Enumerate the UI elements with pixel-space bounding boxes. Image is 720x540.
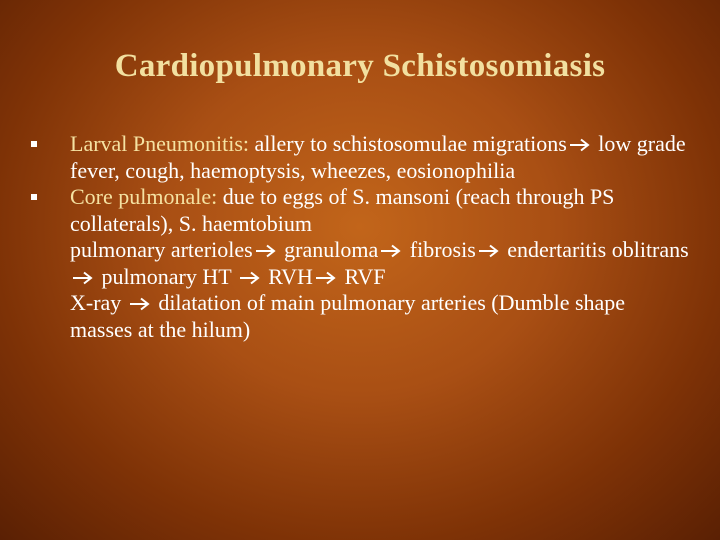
bullet-text: due to eggs of S. mansoni (reach through PS collaterals), S. haemtobium [70,184,615,236]
bullet-text: low grade fever, cough, haemoptysis, wheezes, eosionophilia [70,131,686,183]
right-arrow-icon [239,271,261,285]
slide-title: Cardiopulmonary Schistosomiasis [114,48,606,84]
continuation-paragraph-xray [30,290,690,343]
bullet-item-core-pulmonale [30,184,690,237]
paragraph-text: RVH [262,263,313,289]
paragraph-text: dilatation of main pulmonary arteries (Dumble shape masses at the hilum) [70,290,626,342]
paragraph-text: endertaritis oblitrans [501,237,689,262]
bullet-item-larval-pneumonitis [30,131,690,184]
bullet-label: Core pulmonale: [70,184,218,209]
right-arrow-icon [315,271,337,285]
bullet-text: allery to schistosomulae migrations [249,131,567,156]
square-bullet-icon [31,194,37,200]
paragraph-text: RVF [338,263,386,289]
continuation-paragraph-pathway [30,237,690,290]
paragraph-text: pulmonary HT [96,263,237,289]
right-arrow-icon [255,244,277,258]
slide-content [30,131,690,343]
right-arrow-icon [380,244,402,258]
square-bullet-icon [31,141,37,147]
right-arrow-icon [72,271,94,285]
right-arrow-icon [569,138,591,152]
paragraph-text: X-ray [70,290,127,315]
paragraph-text: fibrosis [404,237,476,262]
paragraph-text: pulmonary arterioles [70,237,253,262]
paragraph-text: granuloma [278,237,379,262]
right-arrow-icon [478,244,500,258]
bullet-label: Larval Pneumonitis: [70,131,250,156]
right-arrow-icon [129,297,151,311]
